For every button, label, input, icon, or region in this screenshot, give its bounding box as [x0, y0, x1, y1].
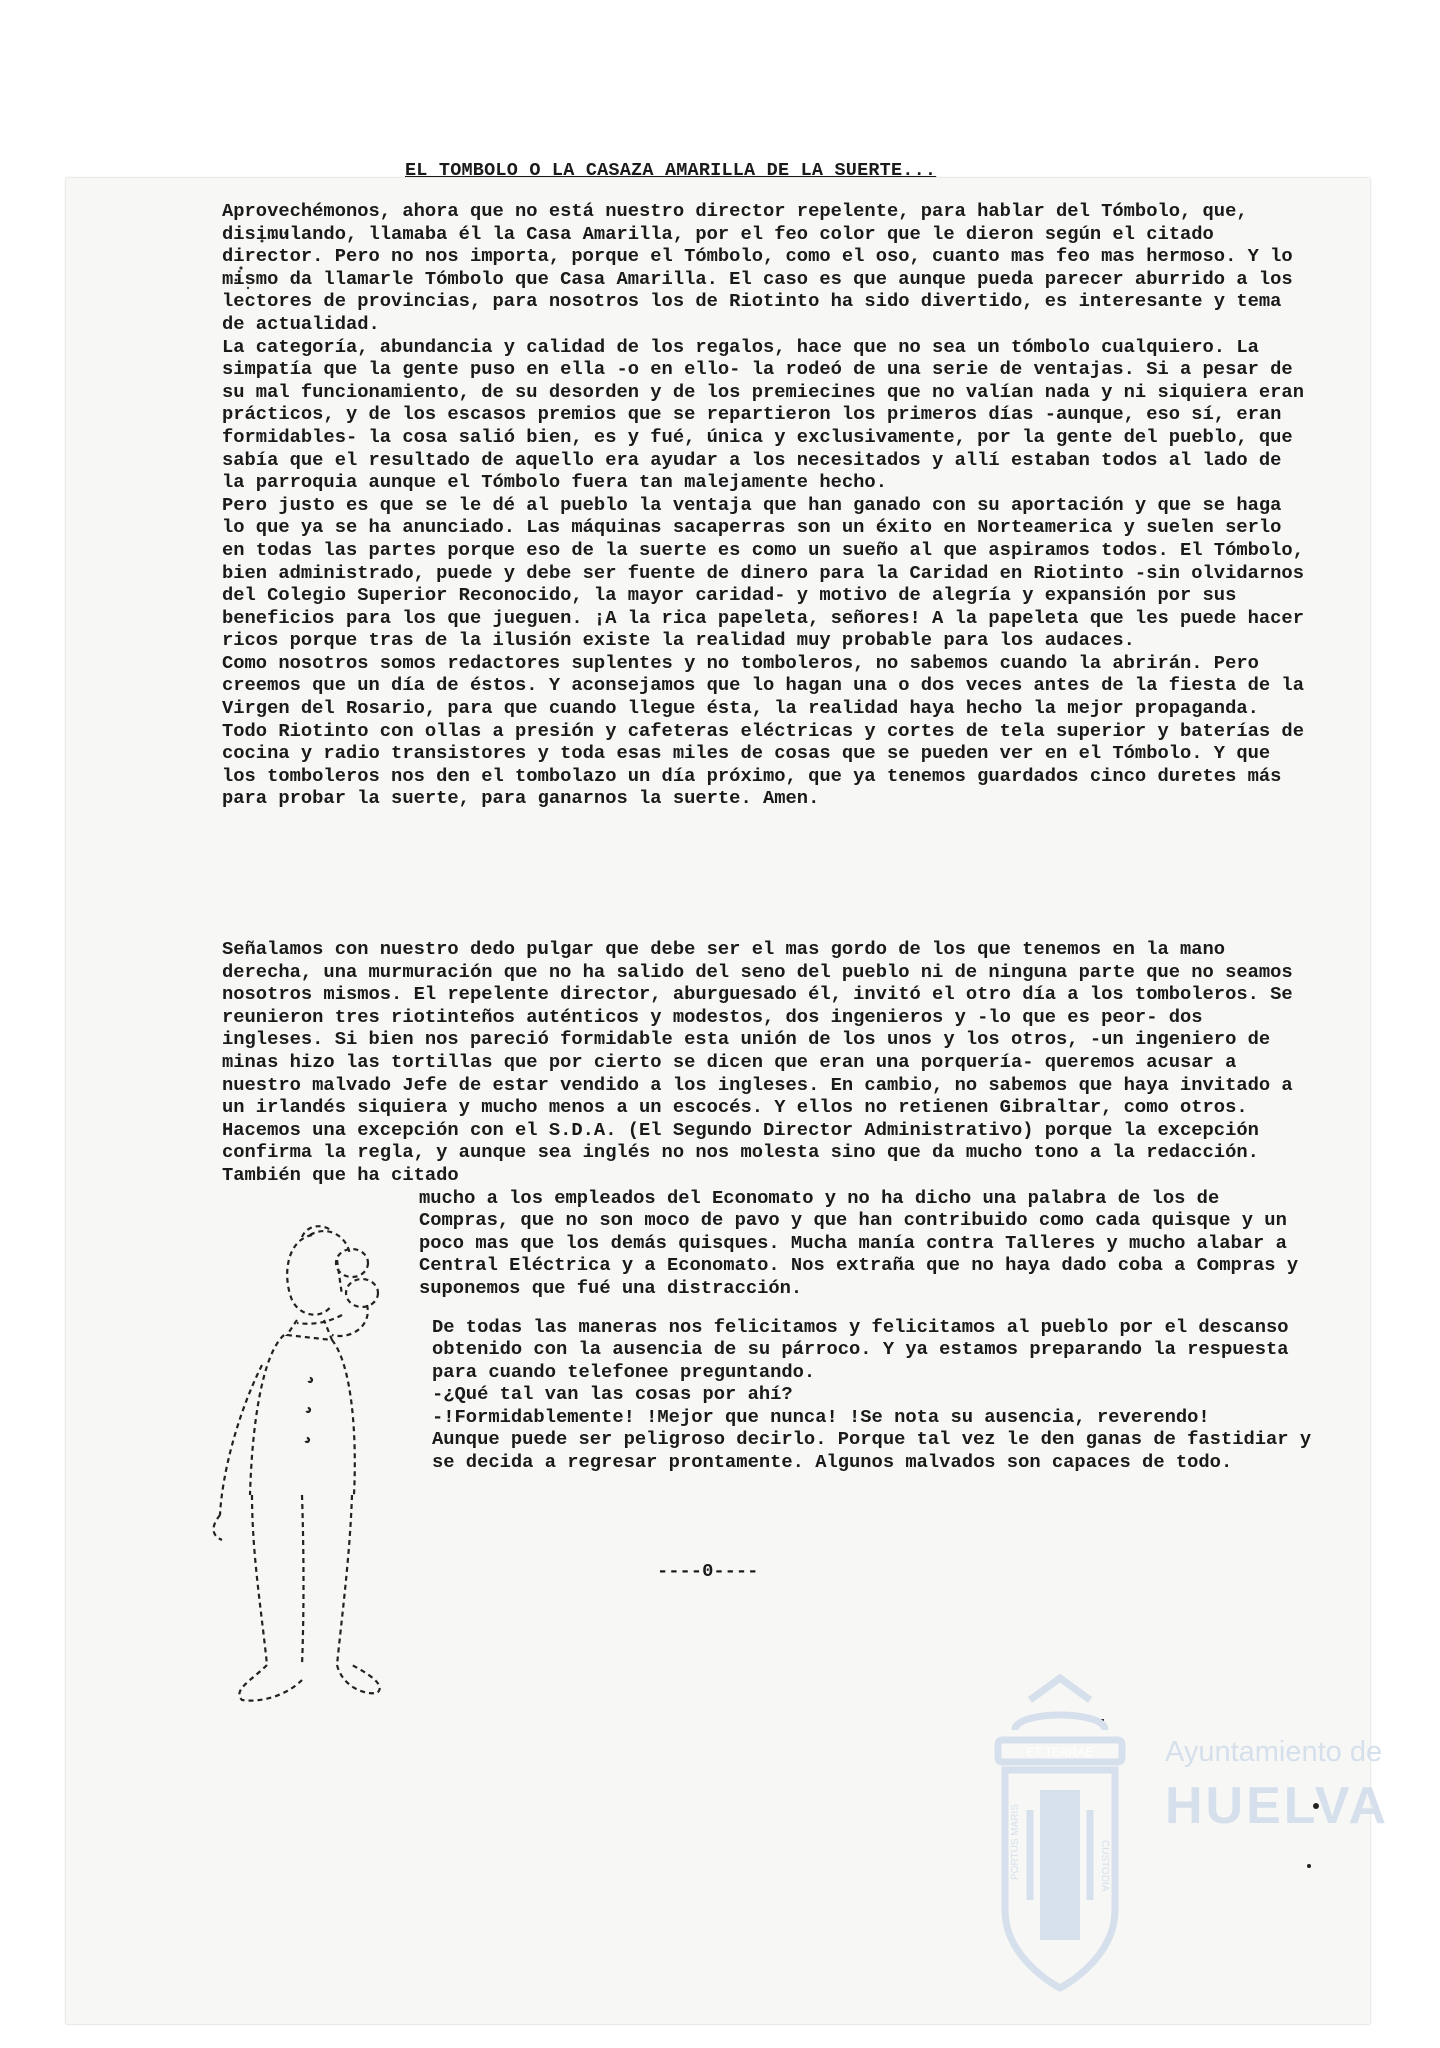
closing-mark: ----0---- — [657, 1560, 759, 1582]
dialogue-line: -¿Qué tal van las cosas por ahí? — [432, 1383, 793, 1406]
paragraph: Aprovechémonos, ahora que no está nuestro director repelente, para hablar del Tómbolo, que, disimulando, llamaba él la Casa Amarilla, por el feo color que le dieron según el citado director. Pero no nos importa, porque el Tómbolo, como el oso, cuanto mas feo mas hermoso. Y lo mismo da llamarle Tómbolo que Casa Amarilla. El caso es que aunque pueda parecer aburrido a los lectores de provincias, para nosotros los de Riotinto ha sido divertido, es interesante y tema de actualidad. — [222, 200, 1293, 335]
paragraph: Señalamos con nuestro dedo pulgar que debe ser el mas gordo de los que tenemos en la mano derecha, una murmuración que no ha salido del seno del pueblo ni de ninguna parte que no seamos nosotros mismos. El repelente director, aburguesado él, invitó el otro día a los tomboleros. Se reunieron tres riotinteños auténticos y modestos, dos ingenieros y -lo que es peor- dos ingleses. Si bien nos pareció formidable esta unión de los unos y los otros, -un ingeniero de minas hizo las tortillas que por cierto se dicen que eran una porquería- queremos acusar a nuestro malvado Jefe de estar vendido a los ingleses. En cambio, no sabemos que haya invitado a un irlandés siquiera y mucho menos a un escocés. Y ellos no retienen Gibraltar, como otros. Hacemos una excepción con el S.D.A. (El Segundo Director Administrativo) porque la excepción confirma la regla, y aunque sea inglés no nos molesta sino que da mucho tono a la redacción. También que ha citado — [222, 938, 1293, 1186]
watermark-line1: Ayuntamiento de — [1165, 1736, 1383, 1768]
watermark-left-text: PORTUS MARIS — [1010, 1804, 1021, 1880]
paragraph-indented: mucho a los empleados del Economato y no ha dicho una palabra de los de Compras, que no son moco de pavo y que han contribuido como cada quisque y un poco mas que los demás quisques. Mucha manía contra Talleres y mucho alabar a Central Eléctrica y a Economato. Nos extraña que no haya dado coba a Compras y suponemos que fué una distracción. — [419, 1186, 1299, 1299]
huelva-shield-watermark — [960, 1670, 1160, 2000]
paragraph: Aunque puede ser peligroso decirlo. Porque tal vez le den ganas de fastidiar y se decida a regresar prontamente. Algunos malvados son capaces de todo. — [432, 1428, 1312, 1474]
paragraph: La categoría, abundancia y calidad de los regalos, hace que no sea un tómbolo cualquiero. La simpatía que la gente puso en ella -o en ello- la rodeó de una serie de ventajas. Si a pesar de su mal funcionamiento, de su desorden y de los premiecines que no valían nada y ni siquiera eran prácticos, y de los escasos premios que se repartieron los primeros días -aunque, eso sí, eran formidables- la cosa salió bien, es y fué, única y exclusivamente, por la gente del pueblo, que sabía que el resultado de aquello era ayudar a los necesitados y allí estaban todos al lado de la parroquia aunque el Tómbolo fuera tan malejamente hecho. — [222, 335, 1304, 494]
document-title: EL TOMBOLO O LA CASAZA AMARILLA DE LA SUERTE... — [405, 160, 937, 181]
paragraph: Pero justo es que se le dé al pueblo la ventaja que han ganado con su aportación y que se haga lo que ya se ha anunciado. Las máquinas sacaperras son un éxito en Norteamerica y suelen serlo en todas las partes porque eso de la suerte es como un sueño al que aspiramos todos. El Tómbolo, bien administrado, puede y debe ser fuente de dinero para la Caridad en Riotinto -sin olvidarnos del Colegio Superior Reconocido, la mayor caridad- y motivo de alegría y expansión por sus beneficios para los que jueguen. ¡A la rica papeleta, señores! A la papeleta que les puede hacer ricos porque tras de la ilusión existe la realidad muy probable para los audaces. — [222, 493, 1304, 652]
watermark-right-text: CUSTODIA — [1099, 1840, 1110, 1892]
section-tombolo — [222, 200, 1312, 810]
binoculars-figure-illustration — [192, 1195, 452, 1765]
dialogue-line: -!Formidablemente! !Mejor que nunca! !Se nota su ausencia, reverendo! — [432, 1405, 1210, 1428]
paragraph: Todo Riotinto con ollas a presión y cafeteras eléctricas y cortes de tela superior y baterías de cocina y radio transistores y toda esas miles de cosas que se pueden ver en el Tómbolo. Y que los tomboleros nos den el tombolazo un día próximo, que ya tenemos guardados cinco duretes más para probar la suerte, para ganarnos la suerte. Amen. — [222, 719, 1304, 810]
section-felicitacion — [432, 1316, 1312, 1474]
paragraph: De todas las maneras nos felicitamos y felicitamos al pueblo por el descanso obtenido con la ausencia de su párroco. Y ya estamos preparando la respuesta para cuando telefonee preguntando. — [432, 1315, 1289, 1383]
paragraph: Como nosotros somos redactores suplentes y no tomboleros, no sabemos cuando la abrirán. Pero creemos que un día de éstos. Y aconsejamos que lo hagan una o dos veces antes de la fiesta de la Virgen del Rosario, para que cuando llegue ésta, la realidad haya hecho la mejor propaganda. — [222, 651, 1304, 720]
watermark-banner-text: ET TERRAE — [1026, 1745, 1094, 1759]
watermark-line2: HUELVA — [1165, 1777, 1390, 1835]
